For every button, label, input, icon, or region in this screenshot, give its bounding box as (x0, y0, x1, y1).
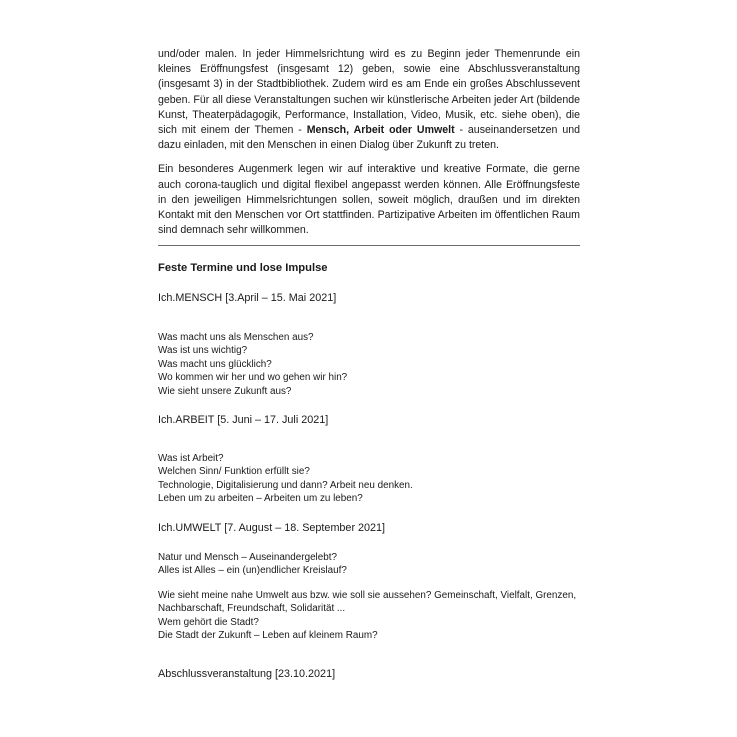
closing-event: Abschlussveranstaltung [23.10.2021] (158, 668, 336, 680)
intro-paragraph-2: Ein besonderes Augenmerk legen wir auf interaktive und kreative Formate, die gerne auch corona-tauglich und digital flexibel angepasst werden können. Alle Eröffnungsfeste in den jeweiligen Himmelsrichtungen sollen, soweit möglich, draußen und im direkten Kontakt mit den Menschen vor Ort stattfinden. Partizipative Arbeiten im öffentlichen Raum sind demnach sehr willkommen. (158, 163, 580, 237)
themes-bold: Mensch, Arbeit oder Umwelt (306, 124, 455, 137)
section-heading: Feste Termine und lose Impulse (158, 262, 328, 274)
question-item: Wem gehört die Stadt? (158, 616, 259, 628)
arbeit-title: Ich.ARBEIT [5. Juni – 17. Juli 2021] (158, 414, 329, 426)
question-item: Die Stadt der Zukunft – Leben auf kleinem Raum? (158, 630, 378, 642)
question-item: Was ist Arbeit? (158, 453, 224, 464)
intro-text (158, 47, 580, 238)
question-item: Wo kommen wir her und wo gehen wir hin? (158, 372, 348, 384)
section-divider (158, 245, 580, 246)
question-item: Natur und Mensch – Auseinandergelebt? (158, 552, 337, 563)
mensch-title: Ich.MENSCH [3.April – 15. Mai 2021] (158, 292, 337, 304)
intro-p1-part-a: und/oder malen. In jeder Himmelsrichtung wird es zu Beginn jeder Themenrunde ein kleines Eröffnungsfest (insgesamt 12) geben, sowie eine Abschlussveranstaltung (insgesamt 3) in der Stadtbibliothek. Zudem wird es am Ende ein großes Abschlussevent geben. Für all diese Veranstaltungen suchen wir künstlerische Arbeiten jeder Art (bildende Kunst, Theaterpädagogik, Performance, Installation, Video, Musik, etc. siehe oben), die sich mit einem der Themen - (158, 48, 580, 137)
arbeit-questions (158, 452, 413, 506)
question-item: Technologie, Digitalisierung und dann? Arbeit neu denken. (158, 479, 413, 491)
intro-paragraph-1 (158, 47, 580, 153)
question-item: Nachbarschaft, Freundschaft, Solidarität ... (158, 603, 346, 615)
question-item: Was macht uns als Menschen aus? (158, 332, 314, 343)
question-item: Wie sieht unsere Zukunft aus? (158, 385, 292, 397)
mensch-questions (158, 331, 347, 398)
question-item: Leben um zu arbeiten – Arbeiten um zu leben? (158, 493, 363, 505)
intro-p1-part-b: - auseinandersetzen und dazu einladen, mit den Menschen in einen Dialog über Zukunft zu treten. (158, 124, 580, 152)
question-item: Wie sieht meine nahe Umwelt aus bzw. wie soll sie aussehen? Gemeinschaft, Vielfalt, Grenzen, (158, 590, 577, 601)
umwelt-questions-b (158, 589, 576, 643)
umwelt-title: Ich.UMWELT [7. August – 18. September 2021] (158, 522, 386, 534)
question-item: Was ist uns wichtig? (158, 345, 248, 357)
question-item: Was macht uns glücklich? (158, 358, 272, 370)
umwelt-questions-a (158, 551, 347, 578)
question-item: Alles ist Alles – ein (un)endlicher Kreislauf? (158, 565, 347, 577)
question-item: Welchen Sinn/ Funktion erfüllt sie? (158, 466, 310, 478)
